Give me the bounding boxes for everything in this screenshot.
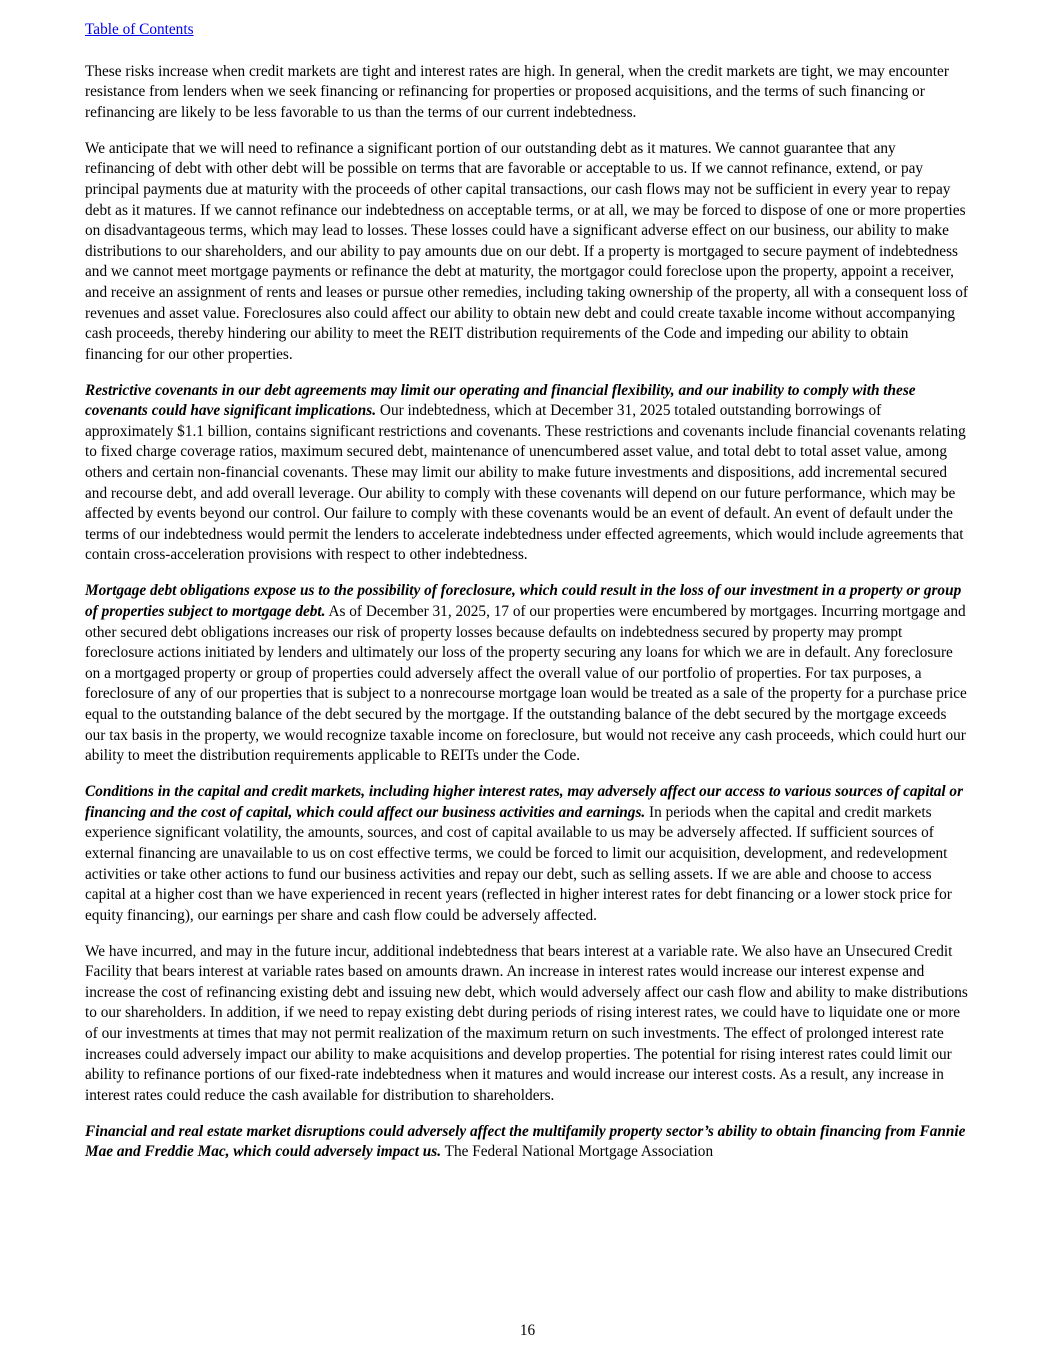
page-number: 16 (519, 1322, 536, 1339)
risk-heading: Mortgage debt obligations expose us to the possibility of foreclosure, which could result in the loss of our investment in a property or group of properties subject to mortgage debt. (85, 582, 962, 621)
risk-heading: Conditions in the capital and credit markets, including higher interest rates, may adversely affect our access to various sources of capital or financing and the cost of capital, which could affect our business activities and earnings. (85, 783, 964, 821)
paragraph-capital-markets (85, 782, 969, 926)
paragraph-credit-markets-risk (85, 62, 969, 124)
risk-heading: Financial and real estate market disruptions could adversely affect the multifamily property sector’s ability to obtain financing from Fannie Mae and Freddie Mac, which could adversely impact us. (85, 1122, 966, 1161)
paragraph-text: We have incurred, and may in the future incur, additional indebtedness that bears interest at a variable rate. We also have an Unsecured Credit Facility that bears interest at variable rates based on amounts drawn. An increase in interest rates would increase our interest expense and increase the cost of refinancing existing debt and issuing new debt, which would adversely affect our cash flow and ability to make distributions to our shareholders. In addition, if we need to repay existing debt during periods of rising interest rates, we could have to liquidate one or more of our investments at times that may not permit realization of the maximum return on such investments. The effect of prolonged interest rate increases could adversely impact our ability to make acquisitions and develop properties. The potential for rising interest rates could limit our ability to refinance portions of our fixed-rate indebtedness when it matures and would increase our interest costs. As a result, any increase in interest rates could reduce the cash available for distribution to shareholders. (85, 942, 968, 1104)
paragraph-restrictive-covenants (85, 381, 969, 566)
paragraph-text: The Federal National Mortgage Association (441, 1143, 714, 1161)
risk-heading: Restrictive covenants in our debt agreements may limit our operating and financial flexibility, and our inability to comply with these covenants could have significant implications. (85, 381, 916, 420)
paragraph-text: These risks increase when credit markets are tight and interest rates are high. In general, when the credit markets are tight, we may encounter resistance from lenders when we seek financing or refinancing for properties or proposed acquisitions, and the terms of such financing or refinancing are likely to be less favorable to us than the terms of our current indebtedness. (85, 62, 949, 121)
paragraph-refinancing (85, 139, 969, 366)
paragraph-text: We anticipate that we will need to refinance a significant portion of our outstanding debt as it matures. We cannot guarantee that any refinancing of debt with other debt will be possible on terms that are favorable or acceptable to us. If we cannot refinance, extend, or pay principal payments due at maturity with the proceeds of other capital transactions, our cash flows may not be sufficient in every year to repay debt as it matures. If we cannot refinance our indebtedness on acceptable terms, or at all, we may be forced to dispose of one or more properties on disadvantageous terms, which may lead to losses. These losses could have a significant adverse effect on our business, our ability to make distributions to our shareholders, and our ability to pay amounts due on our debt. If a property is mortgaged to secure payment of indebtedness and we cannot meet mortgage payments or refinance the debt at maturity, the mortgagor could foreclose upon the property, appoint a receiver, and receive an assignment of rents and leases or pursue other remedies, including taking ownership of the property, all with a consequent loss of revenues and asset value. Foreclosures also could affect our ability to obtain new debt and could create taxable income without accompanying cash proceeds, thereby hindering our ability to meet the REIT distribution requirements of the Code and impeding our ability to obtain financing for our other properties. (85, 139, 968, 363)
paragraph-text: Our indebtedness, which at December 31, 2025 totaled outstanding borrowings of approximately $1.1 billion, contains significant restrictions and covenants. These restrictions and covenants include financial covenants relating to fixed charge coverage ratios, maximum secured debt, maintenance of unencumbered asset value, and total debt to total asset value, among others and certain non-financial covenants. These may limit our ability to make future investments and dispositions, add incremental secured and recourse debt, and add overall leverage. Our ability to comply with these covenants will depend on our future performance, which may be affected by events beyond our control. Our failure to comply with these covenants would be an event of default. An event of default under the terms of our indebtedness would permit the lenders to accelerate indebtedness under effected agreements, which would include agreements that contain cross-acceleration provisions with respect to other indebtedness. (85, 402, 966, 564)
table-of-contents-link[interactable]: Table of Contents (85, 21, 194, 38)
paragraph-market-disruptions (85, 1122, 969, 1163)
paragraph-mortgage-debt (85, 581, 969, 766)
paragraph-text: As of December 31, 2025, 17 of our properties were encumbered by mortgages. Incurring mortgage and other secured debt obligations increases our risk of property losses because defaults on indebtedness secured by property may prompt foreclosure actions initiated by lenders and ultimately our loss of the property securing any loans for which we are in default. Any foreclosure on a mortgaged property or group of properties could adversely affect the overall value of our portfolio of properties. For tax purposes, a foreclosure of any of our properties that is subject to a nonrecourse mortgage loan would be treated as a sale of the property for a purchase price equal to the outstanding balance of the debt secured by the mortgage. If the outstanding balance of the debt secured by the mortgage exceeds our tax basis in the property, we would recognize taxable income on foreclosure, but would not receive any cash proceeds, which could hurt our ability to meet the distribution requirements applicable to REITs under the Code. (85, 603, 967, 765)
paragraph-variable-rate-debt (85, 942, 969, 1107)
paragraph-text: In periods when the capital and credit markets experience significant volatility, the amounts, sources, and cost of capital available to us may be adversely affected. If sufficient sources of external financing are unavailable to us on cost effective terms, we could be forced to limit our acquisition, development, and redevelopment activities or take other actions to fund our business activities and repay our debt, such as selling assets. If we are able and choose to access capital at a higher cost than we have experienced in recent years (reflected in higher interest rates for debt financing or a lower stock price for equity financing), our earnings per share and cash flow could be adversely affected. (85, 803, 952, 924)
document-page (85, 18, 969, 1163)
